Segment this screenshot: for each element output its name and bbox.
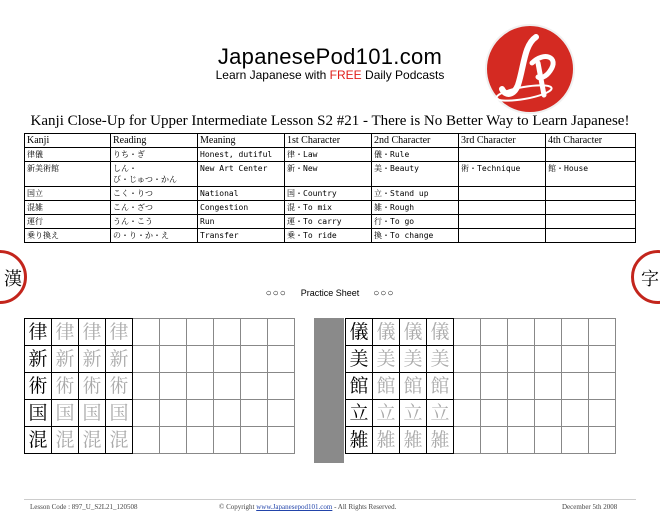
blank-cell [160,427,187,454]
trace-kanji: 律 [106,319,133,346]
blank-cell [160,346,187,373]
table-cell: 行・To go [372,215,459,229]
practice-label: Practice Sheet [300,288,360,298]
model-kanji: 雑 [346,427,373,454]
blank-cell [481,319,508,346]
trace-kanji: 美 [427,346,454,373]
model-kanji: 儀 [346,319,373,346]
trace-kanji: 雑 [400,427,427,454]
blank-cell [562,346,589,373]
trace-kanji: 術 [79,373,106,400]
lesson-date: December 5th 2008 [562,503,618,511]
blank-cell [535,373,562,400]
table-cell: Congestion [198,201,285,215]
table-cell [459,215,546,229]
table-cell: 国・Country [285,187,372,201]
table-cell [459,187,546,201]
blank-cell [562,427,589,454]
ji-mark: 字 [641,269,659,290]
blank-cell [268,400,295,427]
blank-cell [268,319,295,346]
site-link[interactable]: www.Japanesepod101.com [256,503,333,511]
blank-cell [133,400,160,427]
trace-kanji: 立 [373,400,400,427]
practice-row [346,400,616,427]
trace-kanji: 新 [106,346,133,373]
model-kanji: 術 [25,373,52,400]
practice-row [346,319,616,346]
blank-cell [454,319,481,346]
copyright [219,503,396,511]
model-kanji: 新 [25,346,52,373]
trace-kanji: 国 [79,400,106,427]
blank-cell [481,427,508,454]
table-cell: 儀・Rule [372,148,459,162]
table-cell: しん・ び・じゅつ・かん [111,162,198,187]
blank-cell [589,319,616,346]
blank-cell [535,319,562,346]
brand-name: JapanesePod101.com [217,44,443,69]
table-cell [546,201,636,215]
blank-cell [187,427,214,454]
table-cell: 新美術館 [25,162,111,187]
table-cell: 乗り換え [25,229,111,243]
blank-cell [481,400,508,427]
blank-cell [187,346,214,373]
blank-cell [508,373,535,400]
table-cell: 館・House [546,162,636,187]
table-cell: New Art Center [198,162,285,187]
table-cell: Honest, dutiful [198,148,285,162]
model-kanji: 立 [346,400,373,427]
blank-cell [241,319,268,346]
table-cell: りち・ぎ [111,148,198,162]
table-cell [459,229,546,243]
blank-cell [133,373,160,400]
practice-row [346,346,616,373]
blank-cell [589,346,616,373]
practice-row [25,373,295,400]
dots-right: ○○○ [373,288,395,299]
practice-row [346,427,616,454]
trace-kanji: 混 [106,427,133,454]
trace-kanji: 館 [427,373,454,400]
trace-kanji: 国 [106,400,133,427]
table-cell [546,215,636,229]
trace-kanji: 儀 [373,319,400,346]
table-cell: の・り・か・え [111,229,198,243]
blank-cell [508,400,535,427]
table-cell: 立・Stand up [372,187,459,201]
trace-kanji: 館 [400,373,427,400]
blank-cell [535,346,562,373]
tagline-pre: Learn Japanese with [215,68,330,82]
practice-row [25,319,295,346]
table-cell: 律・Law [285,148,372,162]
blank-cell [562,400,589,427]
trace-kanji: 術 [106,373,133,400]
copyright-pre: © Copyright [219,503,257,511]
table-cell: 美・Beauty [372,162,459,187]
table-cell: 換・To change [372,229,459,243]
model-kanji: 律 [25,319,52,346]
blank-cell [589,373,616,400]
practice-row [346,373,616,400]
blank-cell [454,400,481,427]
blank-cell [160,400,187,427]
trace-kanji: 新 [52,346,79,373]
blank-cell [535,427,562,454]
practice-row [25,400,295,427]
blank-cell [535,400,562,427]
col-header: Kanji [25,134,111,148]
table-row [25,215,636,229]
blank-cell [214,346,241,373]
trace-kanji: 混 [79,427,106,454]
col-header: 1st Character [285,134,372,148]
blank-cell [562,319,589,346]
blank-cell [481,346,508,373]
table-row [25,201,636,215]
trace-kanji: 儀 [427,319,454,346]
blank-cell [481,373,508,400]
table-cell: 運行 [25,215,111,229]
tagline-free: FREE [329,68,362,82]
table-cell: 乗・To ride [285,229,372,243]
blank-cell [160,373,187,400]
blank-cell [589,427,616,454]
table-cell: 律儀 [25,148,111,162]
trace-kanji: 儀 [400,319,427,346]
blank-cell [160,319,187,346]
model-kanji: 国 [25,400,52,427]
blank-cell [454,346,481,373]
blank-cell [187,400,214,427]
table-cell: 雑・Rough [372,201,459,215]
table-cell [546,229,636,243]
table-cell: National [198,187,285,201]
col-header: Meaning [198,134,285,148]
trace-kanji: 立 [400,400,427,427]
trace-kanji: 国 [52,400,79,427]
blank-cell [268,427,295,454]
model-kanji: 館 [346,373,373,400]
trace-kanji: 雑 [373,427,400,454]
table-cell: 運・To carry [285,215,372,229]
copyright-post: - All Rights Reserved. [332,503,397,511]
lesson-code: Lesson Code : 897_U_S2L21_120508 [30,503,138,511]
tagline-post: Daily Podcasts [361,68,445,82]
table-cell: Run [198,215,285,229]
col-header: 2nd Character [372,134,459,148]
table-row [25,229,636,243]
table-row [25,148,636,162]
blank-cell [214,400,241,427]
table-cell: 混・To mix [285,201,372,215]
footer-rule [24,499,636,500]
blank-cell [133,319,160,346]
blank-cell [589,400,616,427]
trace-kanji: 律 [79,319,106,346]
blank-cell [241,373,268,400]
trace-kanji: 美 [373,346,400,373]
blank-cell [268,346,295,373]
col-header: 3rd Character [459,134,546,148]
blank-cell [241,346,268,373]
blank-cell [187,373,214,400]
trace-kanji: 律 [52,319,79,346]
table-row [25,162,636,187]
divider-bar [314,318,344,463]
blank-cell [214,427,241,454]
table-cell [546,148,636,162]
practice-grid-left [24,318,295,454]
blank-cell [241,427,268,454]
blank-cell [508,427,535,454]
blank-cell [133,427,160,454]
table-row [25,187,636,201]
blank-cell [214,373,241,400]
practice-grid-right [345,318,616,454]
table-cell: こん・ざつ [111,201,198,215]
blank-cell [454,427,481,454]
blank-cell [133,346,160,373]
jp-logo-icon [484,23,576,115]
blank-cell [454,373,481,400]
blank-cell [508,319,535,346]
table-cell [546,187,636,201]
table-cell [459,201,546,215]
col-header: Reading [111,134,198,148]
table-cell: うん・こう [111,215,198,229]
practice-sheet-header [0,288,660,299]
kan-mark: 漢 [4,269,22,290]
model-kanji: 美 [346,346,373,373]
blank-cell [268,373,295,400]
trace-kanji: 立 [427,400,454,427]
dots-left: ○○○ [265,288,287,299]
table-cell: 術・Technique [459,162,546,187]
table-header-row [25,134,636,148]
col-header: 4th Character [546,134,636,148]
blank-cell [214,319,241,346]
table-cell: 混雑 [25,201,111,215]
model-kanji: 混 [25,427,52,454]
table-cell: Transfer [198,229,285,243]
practice-row [25,427,295,454]
trace-kanji: 術 [52,373,79,400]
trace-kanji: 美 [400,346,427,373]
blank-cell [241,400,268,427]
trace-kanji: 館 [373,373,400,400]
blank-cell [562,373,589,400]
table-cell: 新・New [285,162,372,187]
kanji-table [24,133,636,243]
blank-cell [508,346,535,373]
practice-row [25,346,295,373]
trace-kanji: 混 [52,427,79,454]
table-cell: こく・りつ [111,187,198,201]
trace-kanji: 新 [79,346,106,373]
trace-kanji: 雑 [427,427,454,454]
lesson-title: Kanji Close-Up for Upper Intermediate Lesson S2 #21 - There is No Better Way to Learn Japanese! [30,113,630,129]
blank-cell [187,319,214,346]
table-cell [459,148,546,162]
table-cell: 国立 [25,187,111,201]
